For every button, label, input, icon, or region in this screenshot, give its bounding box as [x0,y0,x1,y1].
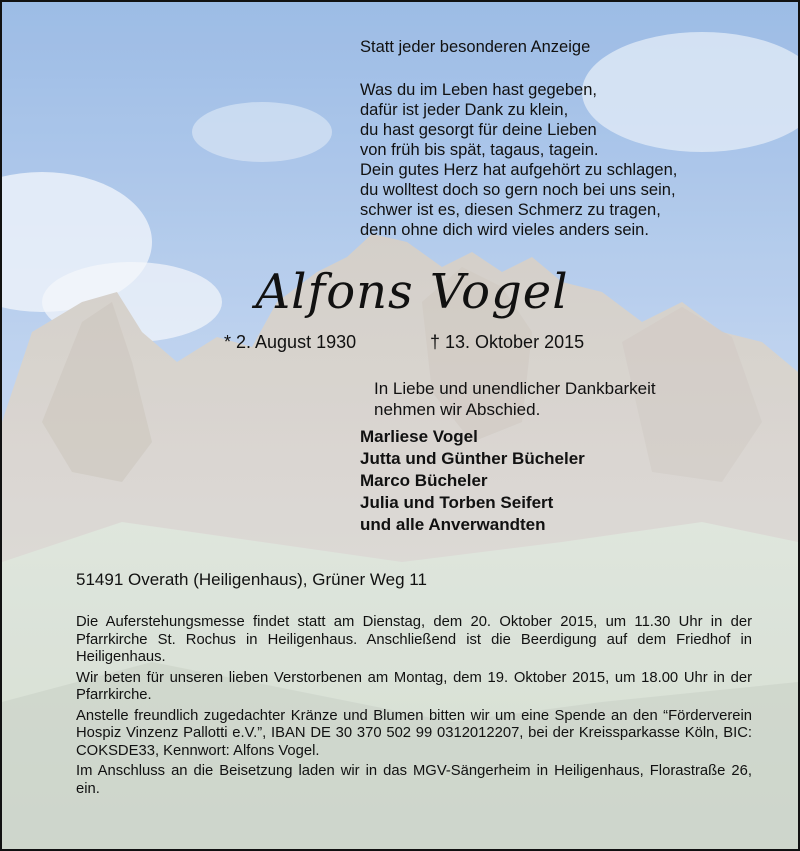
poem-line: du hast gesorgt für deine Lieben [360,121,597,139]
poem-line: du wolltest doch so gern noch bei uns sein, [360,181,676,199]
details-paragraph: Die Auferstehungsmesse findet statt am Dienstag, dem 20. Oktober 2015, um 11.30 Uhr in der Pfarrkirche St. Rochus in Heiligenhaus. Anschließend ist die Beerdigung auf dem Friedhof in Heiligenhaus. [76,614,752,665]
mourner-name: Marco Bücheler [360,471,488,490]
death-date: † 13. Oktober 2015 [430,332,585,352]
mourners-list [360,426,585,536]
deceased-name: Alfons Vogel [255,264,569,320]
details-paragraph: Anstelle freundlich zugedachter Kränze und Blumen bitten wir um eine Spende an den “Förderverein Hospiz Vinzenz Pallotti e.V.”, IBAN DE 30 370 502 99 0312012207, bei der Kreissparkasse Köln, BIC: COKSDE33, Kennwort: Alfons Vogel. [76,707,752,759]
details-paragraph: Wir beten für unseren lieben Verstorbenen am Montag, dem 19. Oktober 2015, um 18.00 Uhr in der Pfarrkirche. [76,669,752,703]
poem-line: Dein gutes Herz hat aufgehört zu schlagen, [360,161,678,179]
mourner-name: und alle Anverwandten [360,515,546,534]
family-address: 51491 Overath (Heiligenhaus), Grüner Weg 11 [76,570,427,589]
farewell-line: In Liebe und unendlicher Dankbarkeit [374,379,656,398]
notice-heading: Statt jeder besonderen Anzeige [360,38,591,56]
poem-line: schwer ist es, diesen Schmerz zu tragen, [360,201,661,219]
mourner-name: Marliese Vogel [360,427,478,446]
farewell-line: nehmen wir Abschied. [374,400,541,419]
birth-date: * 2. August 1930 [224,332,357,352]
poem-line: Was du im Leben hast gegeben, [360,81,597,99]
funeral-details [76,614,752,801]
poem-line: denn ohne dich wird vieles anders sein. [360,221,649,239]
farewell-text [374,378,656,420]
poem-line: von früh bis spät, tagaus, tagein. [360,141,599,159]
mourner-name: Jutta und Günther Bücheler [360,449,585,468]
poem-line: dafür ist jeder Dank zu klein, [360,101,569,119]
mourner-name: Julia und Torben Seifert [360,493,554,512]
poem [360,80,677,240]
details-paragraph: Im Anschluss an die Beisetzung laden wir in das MGV-Sängerheim in Heiligenhaus, Florastraße 26, ein. [76,763,752,797]
